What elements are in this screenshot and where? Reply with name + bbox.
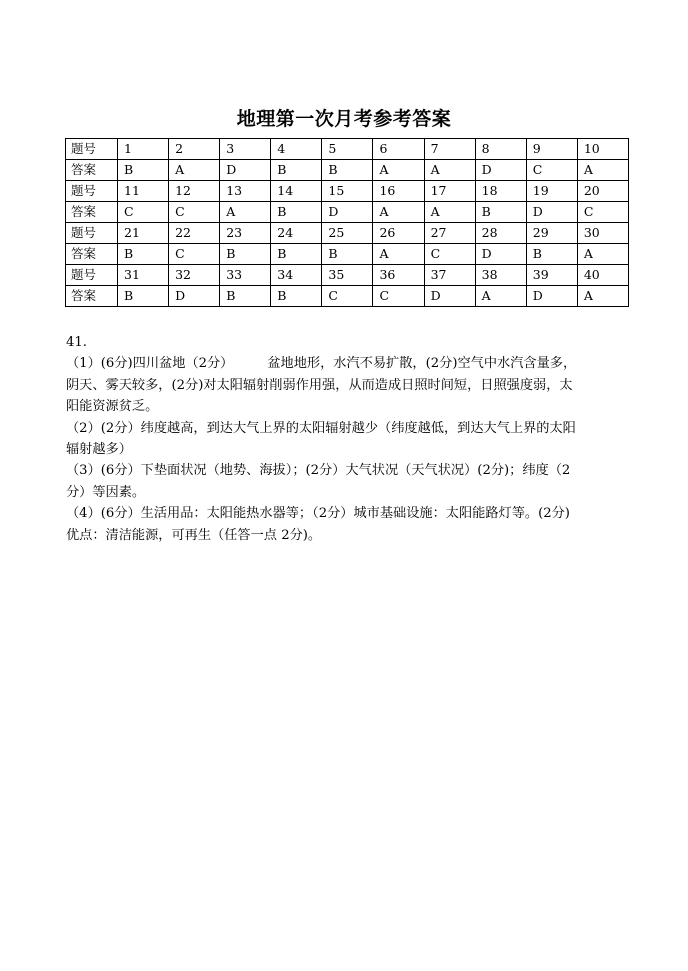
question-number-cell: 14 [271,181,322,202]
answer-label: 答案 [66,202,118,223]
question-label: 题号 [66,181,118,202]
answer-letter-cell: D [475,160,526,181]
question-number-cell: 21 [118,223,169,244]
answer-label: 答案 [66,160,118,181]
answer-letter-cell: A [577,286,628,307]
answer-letter-cell: A [424,202,475,223]
answer-letter-cell: D [526,202,577,223]
answer-letter-cell: A [169,160,220,181]
answer-row [66,244,629,265]
question-row [66,139,629,160]
question-number-cell: 34 [271,265,322,286]
answer-letter-cell: B [118,244,169,265]
question-number-cell: 33 [220,265,271,286]
question-number-cell: 27 [424,223,475,244]
question-row [66,223,629,244]
question-number-cell: 6 [373,139,424,160]
question-number-cell: 9 [526,139,577,160]
q41-line [66,353,626,374]
answer-letter-cell: B [118,286,169,307]
question-number-cell: 25 [322,223,373,244]
answer-letter-cell: B [526,244,577,265]
question-number-cell: 2 [169,139,220,160]
question-number-cell: 7 [424,139,475,160]
question-label: 题号 [66,223,118,244]
q41-part1-tail: 盆地地形，水汽不易扩散，(2分)空气中水汽含量多， [267,356,577,372]
question-number-cell: 23 [220,223,271,244]
question-number-cell: 5 [322,139,373,160]
question-41-answers [66,332,626,546]
question-number-cell: 18 [475,181,526,202]
question-number-cell: 4 [271,139,322,160]
question-number-cell: 16 [373,181,424,202]
answer-letter-cell: C [577,202,628,223]
answer-label: 答案 [66,244,118,265]
answer-letter-cell: B [322,160,373,181]
question-number-cell: 24 [271,223,322,244]
question-number-cell: 8 [475,139,526,160]
answer-letter-cell: A [373,244,424,265]
question-number-cell: 35 [322,265,373,286]
question-number-cell: 13 [220,181,271,202]
answer-letter-cell: C [526,160,577,181]
question-number-cell: 10 [577,139,628,160]
answer-letter-cell: B [220,244,271,265]
answer-letter-cell: C [169,244,220,265]
answer-letter-cell: C [169,202,220,223]
question-number-cell: 15 [322,181,373,202]
question-label: 题号 [66,139,118,160]
question-number-cell: 1 [118,139,169,160]
answer-letter-cell: A [577,244,628,265]
question-number-cell: 36 [373,265,424,286]
q41-line: （4）(6分）生活用品：太阳能热水器等；（2分）城市基础设施：太阳能路灯等。(2分) [66,506,570,522]
question-number-cell: 17 [424,181,475,202]
question-row [66,265,629,286]
answer-row [66,202,629,223]
question-number-cell: 37 [424,265,475,286]
answer-letter-cell: A [577,160,628,181]
q41-line: （2）(2分）纬度越高，到达大气上界的太阳辐射越少（纬度越低，到达大气上界的太阳 [66,420,576,436]
answer-letter-cell: A [424,160,475,181]
answer-letter-cell: D [475,244,526,265]
answer-letter-cell: B [118,160,169,181]
answer-letter-cell: B [271,286,322,307]
question-number-cell: 30 [577,223,628,244]
question-number-cell: 19 [526,181,577,202]
answer-letter-cell: D [322,202,373,223]
question-number-cell: 3 [220,139,271,160]
answer-letter-cell: C [424,244,475,265]
answer-letter-cell: B [271,202,322,223]
answer-row [66,160,629,181]
question-number-cell: 38 [475,265,526,286]
question-number-cell: 31 [118,265,169,286]
answer-key-table [65,138,629,307]
answer-letter-cell: B [220,286,271,307]
question-number-cell: 26 [373,223,424,244]
answer-letter-cell: D [220,160,271,181]
question-number-cell: 29 [526,223,577,244]
question-number-cell: 22 [169,223,220,244]
question-row [66,181,629,202]
answer-label: 答案 [66,286,118,307]
answer-letter-cell: C [118,202,169,223]
question-number-cell: 39 [526,265,577,286]
q41-part1-head: （1）(6分)四川盆地（2分） [66,356,234,372]
document-title: 地理第一次月考参考答案 [236,108,452,130]
q41-line: （3）(6分）下垫面状况（地势、海拔）；(2分）大气状况（天气状况）(2分)；纬度（2 [66,463,571,479]
answer-letter-cell: D [169,286,220,307]
answer-letter-cell: C [322,286,373,307]
answer-letter-cell: D [424,286,475,307]
answer-letter-cell: B [271,244,322,265]
question-label: 题号 [66,265,118,286]
q41-line: 优点：清洁能源，可再生（任答一点 2分)。 [66,527,322,543]
q41-number: 41. [66,335,87,350]
q41-line: 阳能资源贫乏。 [66,399,159,415]
question-number-cell: 12 [169,181,220,202]
answer-letter-cell: A [373,160,424,181]
answer-row [66,286,629,307]
answer-letter-cell: C [373,286,424,307]
answer-letter-cell: A [373,202,424,223]
q41-line: 阴天、雾天较多，(2分)对太阳辐射削弱作用强，从而造成日照时间短，日照强度弱，太 [66,377,573,393]
q41-line: 辐射越多） [66,442,132,458]
answer-letter-cell: B [475,202,526,223]
answer-letter-cell: B [271,160,322,181]
question-number-cell: 40 [577,265,628,286]
question-number-cell: 28 [475,223,526,244]
answer-letter-cell: B [322,244,373,265]
answer-letter-cell: A [475,286,526,307]
answer-letter-cell: A [220,202,271,223]
question-number-cell: 32 [169,265,220,286]
question-number-cell: 11 [118,181,169,202]
question-number-cell: 20 [577,181,628,202]
q41-line: 分）等因素。 [66,484,146,500]
answer-letter-cell: D [526,286,577,307]
